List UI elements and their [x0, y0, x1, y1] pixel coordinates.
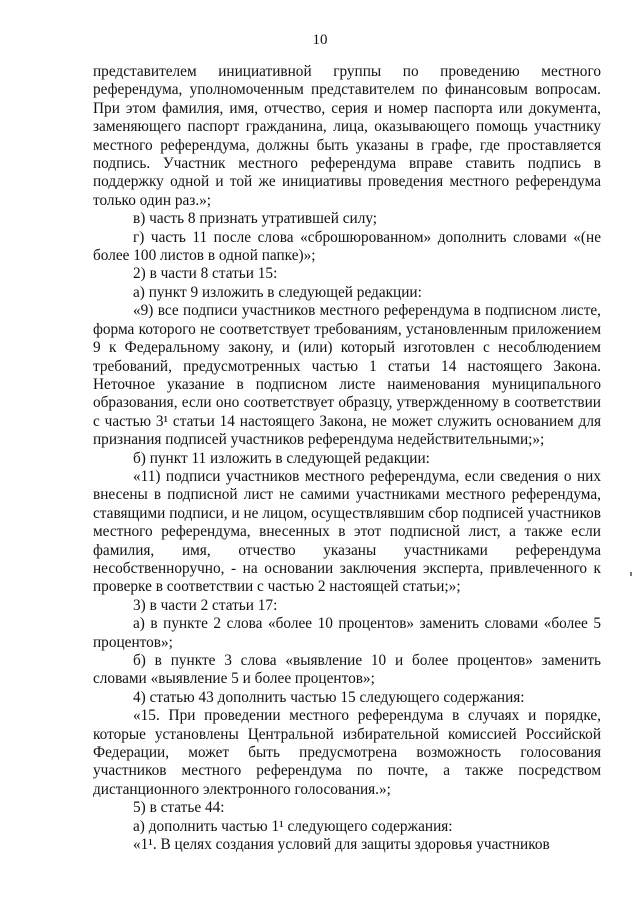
paragraph: а) пункт 9 изложить в следующей редакции: — [133, 283, 422, 301]
page-number: 10 — [312, 32, 328, 48]
paragraph: 3) в части 2 статьи 17: — [133, 596, 278, 614]
paragraph: 2) в части 8 статьи 15: — [133, 265, 278, 283]
paragraph: б) в пункте 3 слова «выявление 10 и более процентов» заменить словами «выявление 5 и более процентов»; — [93, 652, 601, 688]
paragraph: 4) статью 43 дополнить частью 15 следующего содержания: — [133, 688, 525, 706]
paragraph: 5) в статье 44: — [133, 799, 225, 817]
paragraph: «1¹. В целях создания условий для защиты здоровья участников — [133, 836, 550, 854]
paragraph: а) дополнить частью 1¹ следующего содержания: — [133, 817, 453, 835]
margin-mark — [630, 572, 632, 576]
paragraph: б) пункт 11 изложить в следующей редакции: — [133, 449, 430, 467]
paragraph: «9) все подписи участников местного референдума в подписном листе, форма которого не соответствует требованиям, установленным приложением 9 к Федеральному закону, и (или) который изготовлен с несоблюдением требований, предусмотренных частью 1 статьи 14 настоящего Закона. Неточное указание в подписном листе наименования муниципального образования, если оно соответствует образцу, утвержденному в соответствии с частью 3¹ статьи 14 настоящего Закона, не может служить основанием для признания подписей участников референдума недействительными;»; — [93, 302, 601, 449]
paragraph: «11) подписи участников местного референдума, если сведения о них внесены в подписной лист не самими участниками местного референдума, ставящими подписи, и не лицом, осуществлявшим сбор подписей участников местного референдума, внесенных в этот подписной лист, а также если фамилия, имя, отчество указаны участниками референдума несобственноручно, - на основании заключения эксперта, привлеченного к проверке в соответствии с частью 2 настоящей статьи;»; — [93, 467, 601, 596]
paragraph: «15. При проведении местного референдума в случаях и порядке, которые установлены Центральной избирательной комиссией Российской Федерации, может быть предусмотрена возможность голосования участников местного референдума по почте, а также посредством дистанционного электронного голосования.»; — [93, 707, 601, 798]
document-body — [93, 63, 601, 854]
paragraph: г) часть 11 после слова «сброшюрованном» дополнить словами «(не более 100 листов в одной папке)»; — [93, 228, 601, 265]
paragraph: а) в пункте 2 слова «более 10 процентов» заменить словами «более 5 процентов»; — [93, 615, 601, 651]
paragraph: представителем инициативной группы по проведению местного референдума, уполномоченным представителем по финансовым вопросам. При этом фамилия, имя, отчество, серия и номер паспорта или документа, заменяющего паспорт гражданина, лица, оказывающего помощь участнику местного референдума, должны быть указаны в графе, где проставляется подпись. Участник местного референдума вправе ставить подпись в поддержку одной и той же инициативы проведения местного референдума только один раз.»; — [93, 63, 601, 209]
paragraph: в) часть 8 признать утратившей силу; — [133, 210, 378, 228]
